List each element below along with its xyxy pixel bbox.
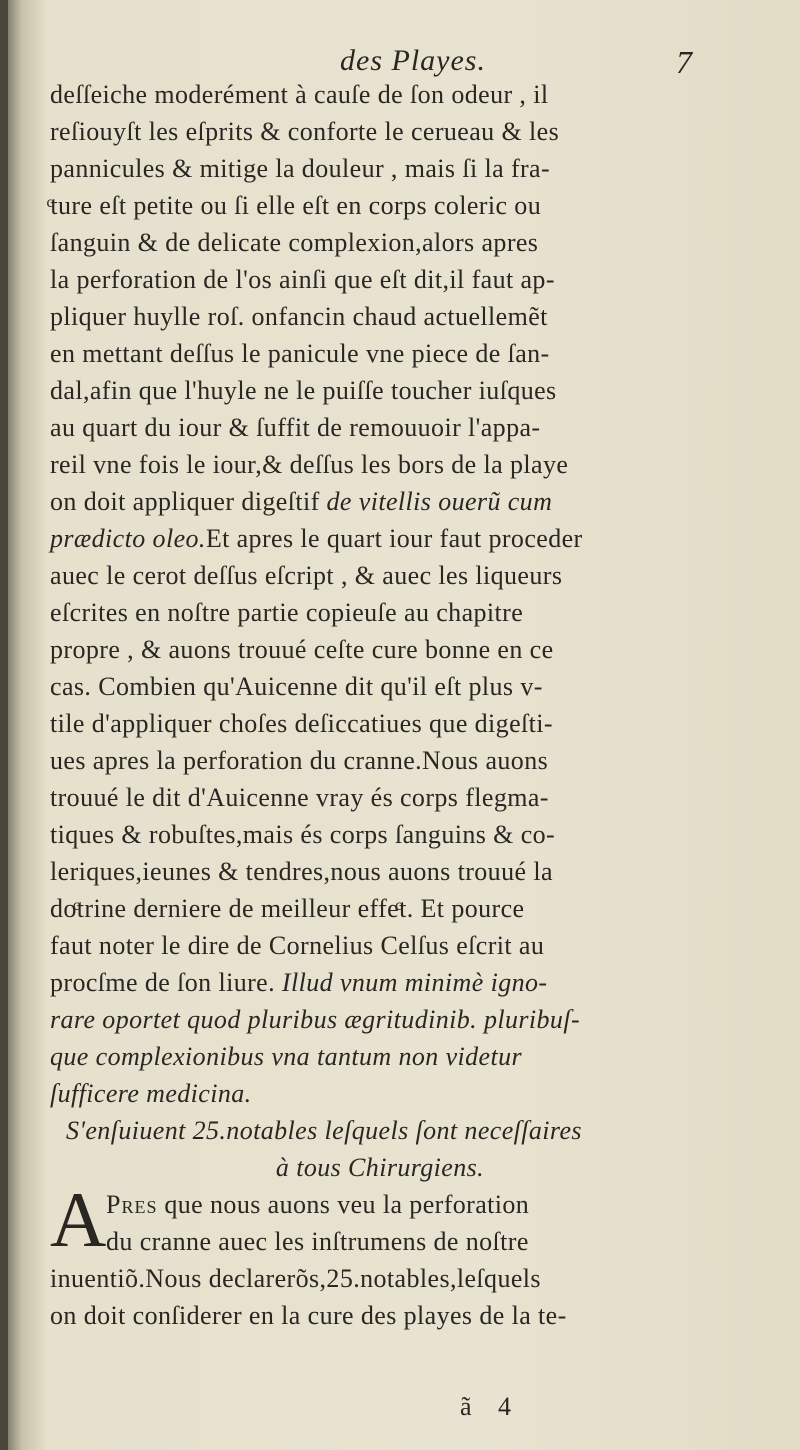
page-number: 7	[676, 44, 692, 80]
text-line: leriques,ieunes & tendres,nous auons trouué la	[50, 857, 553, 886]
text-line: pannicules & mitige la douleur , mais ſi la fra-	[50, 154, 551, 183]
text-line: tile d'appliquer choſes deſiccatiues que digeſti-	[50, 709, 553, 738]
text-line: ſanguin & de delicate complexion,alors apres	[50, 228, 539, 257]
text-line-mixed	[50, 483, 780, 520]
roman-text: procſme de ſon liure.	[50, 968, 282, 997]
text-block	[50, 76, 780, 1334]
text-line: inuentiõ.Nous declarerõs,25.notables,leſquels	[50, 1264, 541, 1293]
roman-text: Et apres le quart iour faut proceder	[205, 524, 583, 553]
text-line: auec le cerot deſſus eſcript , & auec les liqueurs	[50, 561, 563, 590]
text-line: au quart du iour & ſuffit de remouuoir l'appa-	[50, 413, 541, 442]
text-line: deſſeiche moderément à cauſe de ſon odeur , il	[50, 80, 549, 109]
latin-italic-text: prædicto oleo.	[50, 524, 206, 553]
text-line: en mettant deſſus le panicule vne piece de ſan-	[50, 339, 550, 368]
text-line: reil vne fois le iour,& deſſus les bors de la playe	[50, 450, 569, 479]
text-line: reſiouyſt les eſprits & conforte le cerueau & les	[50, 117, 560, 146]
text-line	[50, 1186, 780, 1223]
text-line: cas. Combien qu'Auicenne dit qu'il eſt plus v-	[50, 672, 543, 701]
latin-italic-text: Illud vnum minimè igno-	[281, 968, 548, 997]
text-line: doͨtrine derniere de meilleur effeͨt. Et pource	[50, 894, 525, 923]
text-line: ͨture eſt petite ou ſi elle eſt en corps coleric ou	[50, 191, 542, 220]
binding-gutter	[0, 0, 8, 1450]
small-caps-opening: Pres	[106, 1190, 158, 1219]
running-title: des Playes.	[340, 44, 486, 77]
roman-text: on doit appliquer digeſtif	[50, 487, 327, 516]
latin-quote-line: rare oportet quod pluribus ægritudinib. pluribuſ-	[50, 1005, 581, 1034]
text-line: eſcrites en noſtre partie copieuſe au chapitre	[50, 598, 524, 627]
latin-quote-line: ſufficere medicina.	[50, 1079, 252, 1108]
text-line: du cranne auec les inſtrumens de noſtre	[106, 1227, 529, 1256]
initial-paragraph	[50, 1176, 780, 1263]
text-line: pliquer huylle roſ. onfancin chaud actuellemẽt	[50, 302, 548, 331]
drop-cap-initial: A	[50, 1176, 107, 1263]
text-line: on doit conſiderer en la cure des playes de la te-	[50, 1301, 567, 1330]
text-line: propre , & auons trouué ceſte cure bonne en ce	[50, 635, 554, 664]
text-line: faut noter le dire de Cornelius Celſus eſcrit au	[50, 931, 545, 960]
latin-italic-text: de vitellis ouerũ cum	[326, 487, 553, 516]
section-heading: S'enſuiuent 25.notables leſquels ſont neceſſaires	[66, 1116, 582, 1145]
text-line-mixed	[50, 520, 780, 557]
text-line: tiques & robuſtes,mais és corps ſanguins & co-	[50, 820, 556, 849]
text-line: dal,afin que l'huyle ne le puiſſe toucher iuſques	[50, 376, 557, 405]
roman-text: que nous auons veu la perforation	[157, 1190, 530, 1219]
section-heading-subtitle: à tous Chirurgiens.	[275, 1153, 485, 1182]
text-line: ues apres la perforation du cranne.Nous auons	[50, 746, 549, 775]
text-line: trouué le dit d'Auicenne vray és corps flegma-	[50, 783, 549, 812]
signature-mark: ã 4	[460, 1392, 522, 1421]
latin-quote-line: que complexionibus vna tantum non videtur	[50, 1042, 523, 1071]
text-line: la perforation de l'os ainſi que eſt dit,il faut ap-	[50, 265, 555, 294]
text-line-mixed	[50, 964, 780, 1001]
